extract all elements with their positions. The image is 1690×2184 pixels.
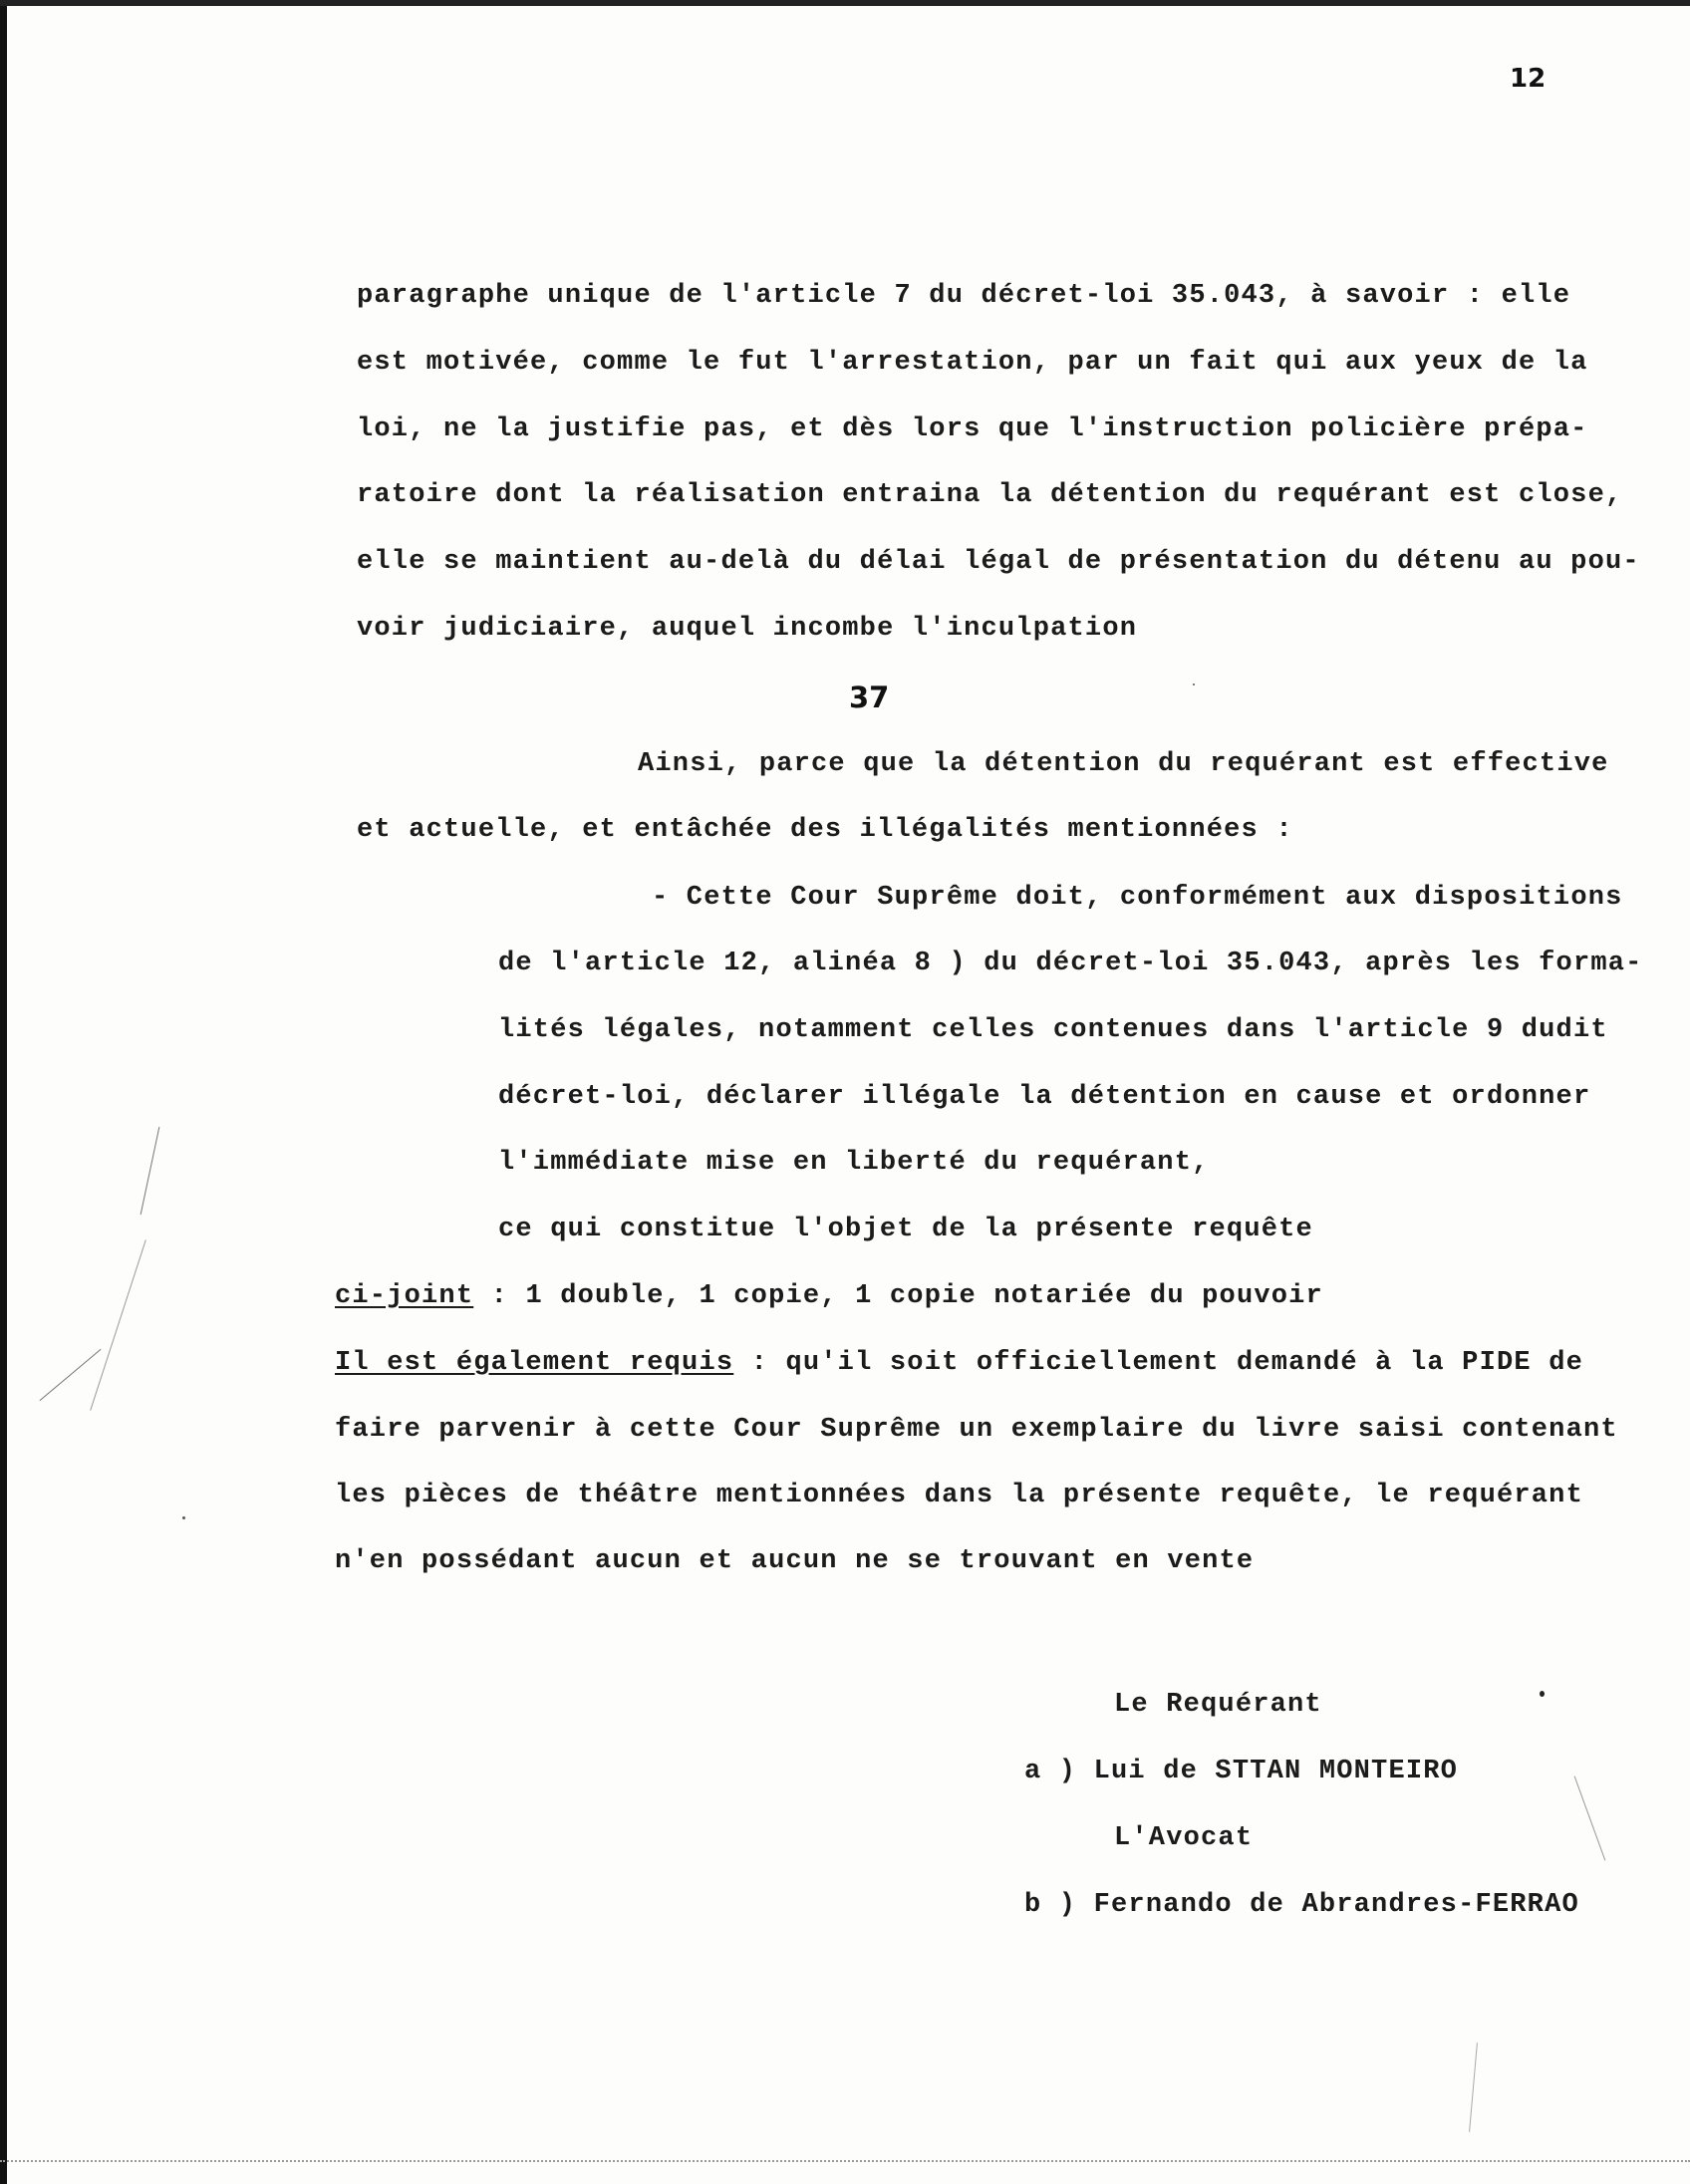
requerant-signature: a ) Lui de STTAN MONTEIRO <box>1024 1757 1459 1786</box>
text-line: est motivée, comme le fut l'arrestation, par un fait qui aux yeux de la <box>357 348 1588 378</box>
enclosure-label: ci-joint <box>335 1281 474 1311</box>
section-number: 37 <box>849 681 890 714</box>
text-line: lités légales, notamment celles contenues dans l'article 9 dudit <box>498 1015 1608 1045</box>
request-line <box>335 1346 1583 1380</box>
text-line: loi, ne la justifie pas, et dès lors que l'instruction policière prépa- <box>357 414 1588 444</box>
requerant-title: Le Requérant <box>1114 1690 1322 1720</box>
avocat-signature: b ) Fernando de Abrandres-FERRAO <box>1024 1890 1579 1920</box>
enclosure-line <box>335 1279 1323 1313</box>
text-line: les pièces de théâtre mentionnées dans la présente requête, le requérant <box>335 1481 1583 1510</box>
avocat-title: L'Avocat <box>1114 1823 1254 1853</box>
text-line: - Cette Cour Suprême doit, conformément aux dispositions <box>652 883 1623 913</box>
scan-border-top <box>0 0 1690 6</box>
text-line: faire parvenir à cette Cour Suprême un exemplaire du livre saisi contenant <box>335 1415 1618 1445</box>
scan-speck <box>1540 1691 1545 1697</box>
scan-border-left <box>0 0 7 2184</box>
text-line: voir judiciaire, auquel incombe l'inculpation <box>357 614 1138 644</box>
text-line: et actuelle, et entâchée des illégalités mentionnées : <box>357 815 1293 845</box>
request-label: Il est également requis <box>335 1348 734 1378</box>
scan-speck <box>1193 683 1195 685</box>
text-line: décret-loi, déclarer illégale la détention en cause et ordonner <box>498 1082 1591 1112</box>
text-line: ratoire dont la réalisation entraina la détention du requérant est close, <box>357 480 1623 510</box>
page-number: 12 <box>1510 64 1547 94</box>
text-line: de l'article 12, alinéa 8 ) du décret-loi 35.043, après les forma- <box>498 949 1643 978</box>
enclosure-text: : 1 double, 1 copie, 1 copie notariée du pouvoir <box>473 1281 1323 1311</box>
text-line: paragraphe unique de l'article 7 du décret-loi 35.043, à savoir : elle <box>357 281 1571 311</box>
text-line: Ainsi, parce que la détention du requérant est effective <box>638 749 1609 779</box>
scan-scratch <box>1574 1776 1606 1861</box>
scan-scratch <box>40 1349 102 1401</box>
scan-border-bottom <box>0 2158 1690 2162</box>
scan-scratch <box>90 1239 146 1410</box>
text-line: ce qui constitue l'objet de la présente requête <box>498 1215 1313 1244</box>
text-line: n'en possédant aucun et aucun ne se trouvant en vente <box>335 1546 1255 1576</box>
text-line: l'immédiate mise en liberté du requérant, <box>498 1148 1210 1178</box>
scan-scratch <box>141 1127 160 1215</box>
text-line: elle se maintient au-delà du délai légal de présentation du détenu au pou- <box>357 547 1640 577</box>
request-text: : qu'il soit officiellement demandé à la PIDE de <box>733 1348 1583 1378</box>
scan-speck <box>182 1516 185 1519</box>
scan-scratch <box>1469 2043 1478 2132</box>
